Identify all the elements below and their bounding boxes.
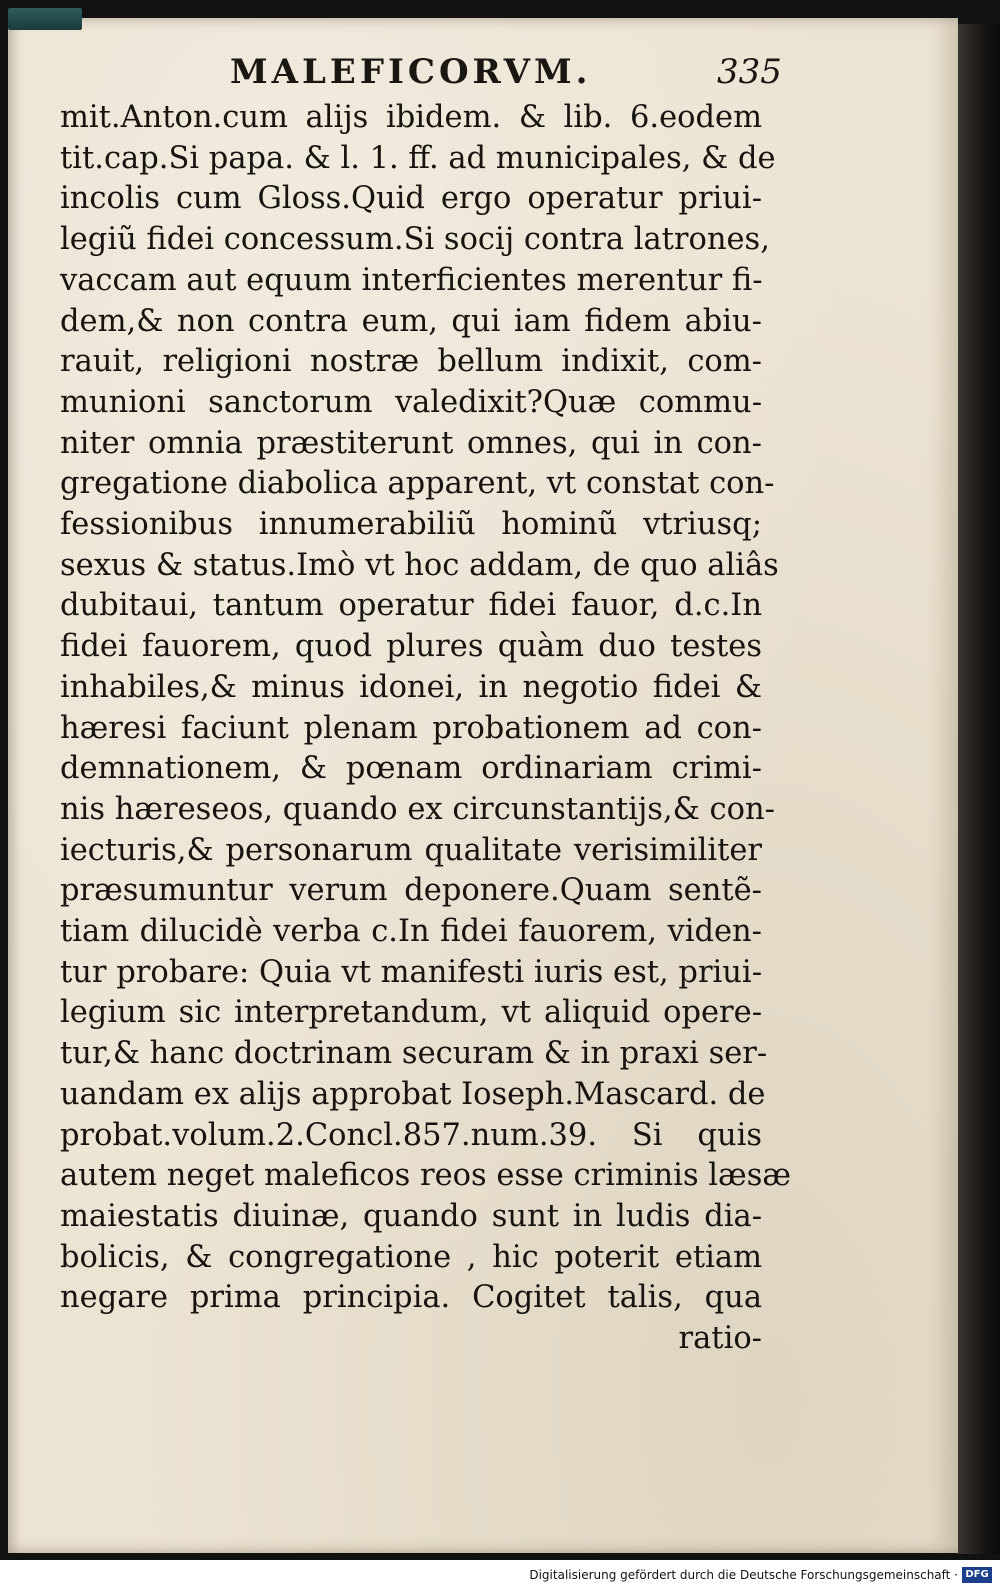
text-line: tiam dilucidè verba c.In fidei fauorem, viden- [60, 914, 762, 950]
text-line: nis hæreseos, quando ex circunstantijs,& con- [60, 791, 775, 827]
text-line: negare prima principia. Cogitet talis, qua [60, 1280, 762, 1316]
text-line: mit.Anton.cum alijs ibidem. & lib. 6.eodem [60, 100, 762, 135]
text-line: autem neget maleficos reos esse criminis læsæ [60, 1158, 792, 1194]
text-line: legium sic interpretandum, vt aliquid opere- [60, 995, 762, 1031]
text-line: præsumuntur verum deponere.Quam sentẽ- [60, 873, 762, 909]
text-line: vaccam aut equum interficientes merentur fi- [60, 262, 763, 298]
text-line: bolicis, & congregatione , hic poterit etiam [60, 1239, 762, 1275]
text-line: sexus & status.Imò vt hoc addam, de quo aliâs [60, 547, 779, 583]
body-text [60, 98, 792, 1360]
digitization-credit: Digitalisierung gefördert durch die Deutsche Forschungsgemeinschaft · [529, 1568, 958, 1582]
text-line: hæresi faciunt plenam probationem ad con- [60, 710, 762, 746]
catchword: ratio- [678, 1321, 762, 1357]
bookmark-ribbon [8, 8, 82, 30]
text-line: demnationem, & pœnam ordinariam crimi- [60, 751, 762, 787]
page-number: 335 [717, 52, 782, 92]
text-line: fessionibus innumerabiliũ hominũ vtriusq; [60, 507, 762, 543]
text-line: niter omnia præstiterunt omnes, qui in con- [60, 425, 762, 461]
text-line: dubitaui, tantum operatur fidei fauor, d.c.In [60, 588, 762, 624]
text-line: tur,& hanc doctrinam securam & in praxi ser- [60, 1036, 768, 1072]
text-line: iecturis,& personarum qualitate verisimiliter [60, 832, 762, 868]
page-edge-shadow [958, 24, 1000, 1554]
text-line: probat.volum.2.Concl.857.num.39. Si quis [60, 1117, 762, 1153]
text-line: dem,& non contra eum, qui iam fidem abiu- [60, 303, 762, 339]
text-line: munioni sanctorum valedixit?Quæ commu- [60, 384, 762, 420]
running-head: MALEFICORVM. [230, 52, 592, 92]
text-line: tit.cap.Si papa. & l. 1. ff. ad municipales, & de [60, 140, 776, 176]
text-line: maiestatis diuinæ, quando sunt in ludis dia- [60, 1198, 762, 1234]
text-line: fidei fauorem, quod plures quàm duo testes [60, 629, 762, 665]
text-line: incolis cum Gloss.Quid ergo operatur priui- [60, 181, 762, 217]
text-line: uandam ex alijs approbat Ioseph.Mascard. de [60, 1076, 766, 1112]
text-line: legiũ fidei concessum.Si socij contra latrones, [60, 222, 770, 258]
text-line: rauit, religioni nostræ bellum indixit, com- [60, 344, 762, 380]
text-line: tur probare: Quia vt manifesti iuris est, priui- [60, 954, 762, 990]
text-line: inhabiles,& minus idonei, in negotio fidei & [60, 669, 762, 705]
dfg-logo: DFG [962, 1567, 992, 1583]
text-line: gregatione diabolica apparent, vt constat con- [60, 466, 775, 502]
